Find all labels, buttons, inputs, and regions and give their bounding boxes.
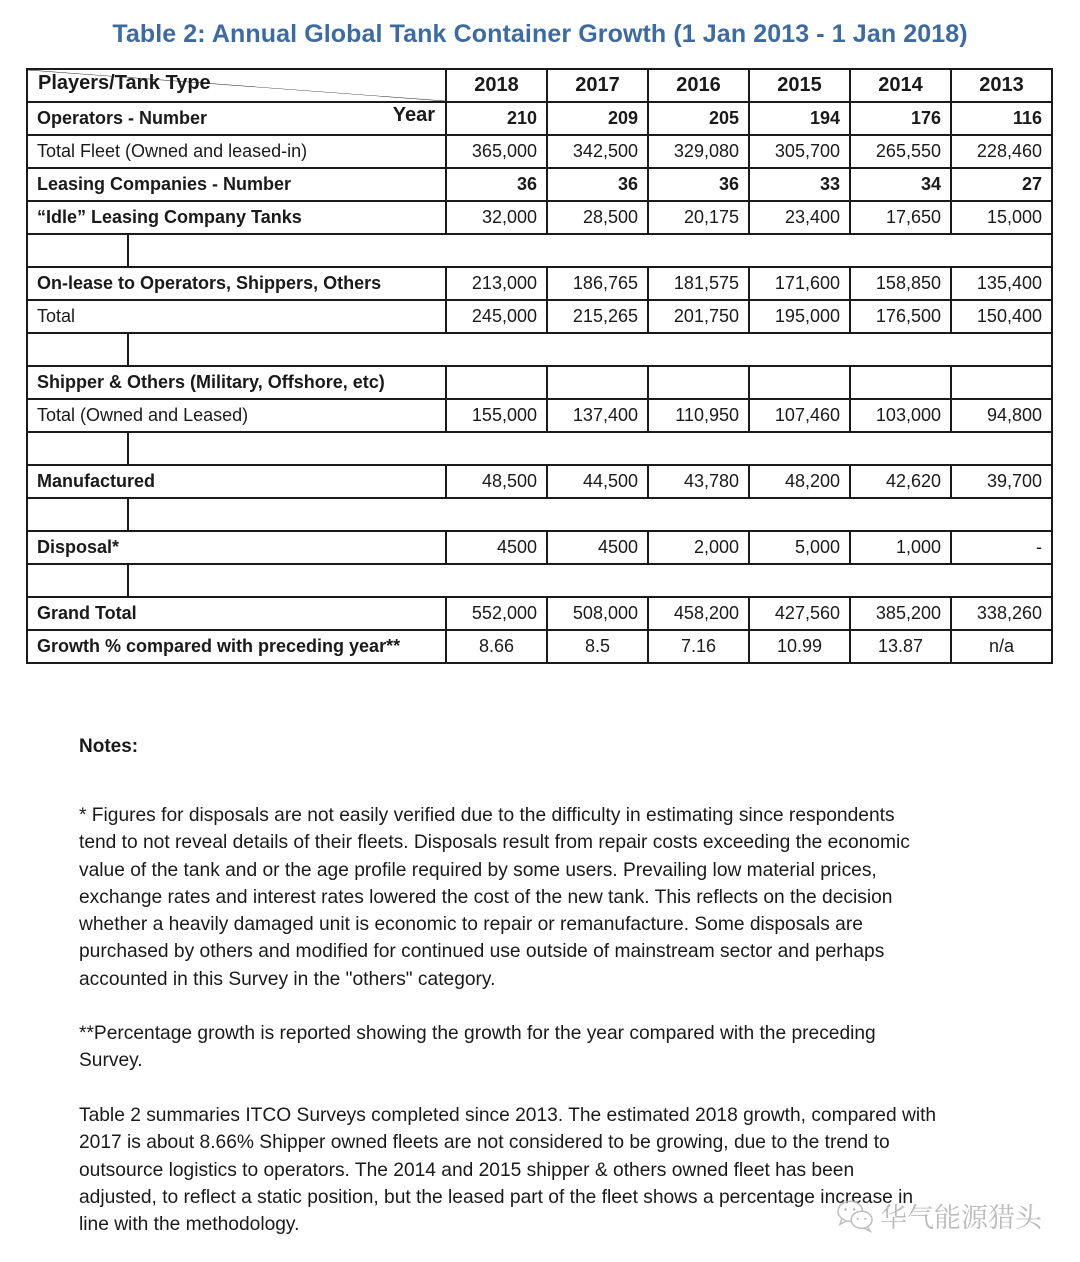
cell-value bbox=[547, 366, 648, 399]
row-label: Manufactured bbox=[27, 465, 446, 498]
table-row-leasing-number bbox=[27, 168, 1052, 201]
cell-value: 94,800 bbox=[951, 399, 1052, 432]
cell-value: 158,850 bbox=[850, 267, 951, 300]
spacer-cell bbox=[27, 234, 128, 267]
table-row-shipper-header bbox=[27, 366, 1052, 399]
note-disposals bbox=[79, 802, 1019, 993]
table-title: Table 2: Annual Global Tank Container Growth (1 Jan 2013 - 1 Jan 2018) bbox=[112, 20, 968, 48]
row-label: On-lease to Operators, Shippers, Others bbox=[27, 267, 446, 300]
table-row-growth-pct bbox=[27, 630, 1052, 663]
row-label: Growth % compared with preceding year** bbox=[27, 630, 446, 663]
cell-value: 265,550 bbox=[850, 135, 951, 168]
spacer-cell-wide bbox=[128, 564, 1052, 597]
cell-value: 13.87 bbox=[850, 630, 951, 663]
note-line: whether a heavily damaged unit is economic to repair or remanufacture. Some disposals are bbox=[79, 914, 863, 936]
cell-value: 195,000 bbox=[749, 300, 850, 333]
cell-value: 43,780 bbox=[648, 465, 749, 498]
cell-value: 116 bbox=[951, 102, 1052, 135]
cell-value: 137,400 bbox=[547, 399, 648, 432]
cell-value: 27 bbox=[951, 168, 1052, 201]
cell-value: 427,560 bbox=[749, 597, 850, 630]
cell-value: 2,000 bbox=[648, 531, 749, 564]
cell-value: 36 bbox=[547, 168, 648, 201]
cell-value: 342,500 bbox=[547, 135, 648, 168]
cell-value: 5,000 bbox=[749, 531, 850, 564]
cell-value: 155,000 bbox=[446, 399, 547, 432]
row-label: Disposal* bbox=[27, 531, 446, 564]
growth-table bbox=[26, 68, 1053, 664]
year-header: 2014 bbox=[850, 69, 951, 102]
cell-value bbox=[749, 366, 850, 399]
summary-line: 2017 is about 8.66% Shipper owned fleets are not considered to be growing, due to the trend to bbox=[79, 1132, 890, 1154]
cell-value: 150,400 bbox=[951, 300, 1052, 333]
spacer-cell bbox=[27, 333, 128, 366]
cell-value: 110,950 bbox=[648, 399, 749, 432]
table-row-idle-tanks bbox=[27, 201, 1052, 234]
cell-value: 15,000 bbox=[951, 201, 1052, 234]
cell-value: 194 bbox=[749, 102, 850, 135]
note-line: accounted in this Survey in the "others" category. bbox=[79, 968, 496, 990]
cell-value: 458,200 bbox=[648, 597, 749, 630]
summary-line: adjusted, to reflect a static position, but the leased part of the fleet shows a percentage increase in bbox=[79, 1186, 914, 1208]
row-label: Leasing Companies - Number bbox=[27, 168, 446, 201]
row-label: Total bbox=[27, 300, 446, 333]
table-row-shipper-total bbox=[27, 399, 1052, 432]
spacer-cell bbox=[27, 432, 128, 465]
cell-value: 305,700 bbox=[749, 135, 850, 168]
cell-value: 33 bbox=[749, 168, 850, 201]
cell-value: 107,460 bbox=[749, 399, 850, 432]
cell-value: 36 bbox=[648, 168, 749, 201]
cell-value: 213,000 bbox=[446, 267, 547, 300]
cell-value: - bbox=[951, 531, 1052, 564]
spacer-cell-wide bbox=[128, 333, 1052, 366]
cell-value: n/a bbox=[951, 630, 1052, 663]
note-line: * Figures for disposals are not easily verified due to the difficulty in estimating since respondents bbox=[79, 805, 895, 826]
note-line: **Percentage growth is reported showing the growth for the year compared with the preceding bbox=[79, 1023, 876, 1044]
cell-value: 44,500 bbox=[547, 465, 648, 498]
cell-value bbox=[648, 366, 749, 399]
spacer-cell-wide bbox=[128, 234, 1052, 267]
cell-value: 28,500 bbox=[547, 201, 648, 234]
cell-value: 385,200 bbox=[850, 597, 951, 630]
cell-value: 34 bbox=[850, 168, 951, 201]
cell-value bbox=[850, 366, 951, 399]
spacer-row bbox=[27, 498, 1052, 531]
cell-value: 36 bbox=[446, 168, 547, 201]
spacer-cell-wide bbox=[128, 498, 1052, 531]
cell-value: 552,000 bbox=[446, 597, 547, 630]
cell-value: 210 bbox=[446, 102, 547, 135]
note-line: purchased by others and modified for continued use outside of mainstream sector and perhaps bbox=[79, 941, 885, 963]
cell-value: 186,765 bbox=[547, 267, 648, 300]
summary-line: Table 2 summaries ITCO Surveys completed since 2013. The estimated 2018 growth, compared with bbox=[79, 1105, 937, 1126]
table-row-grand-total bbox=[27, 597, 1052, 630]
row-axis-label: Players/Tank Type bbox=[38, 72, 211, 94]
table-row-operators-number bbox=[27, 102, 1052, 135]
cell-value bbox=[951, 366, 1052, 399]
cell-value: 17,650 bbox=[850, 201, 951, 234]
table-row-leasing-total bbox=[27, 300, 1052, 333]
year-header: 2017 bbox=[547, 69, 648, 102]
cell-value: 42,620 bbox=[850, 465, 951, 498]
cell-value: 135,400 bbox=[951, 267, 1052, 300]
table-row-on-lease bbox=[27, 267, 1052, 300]
cell-value: 365,000 bbox=[446, 135, 547, 168]
watermark-text: 华气能源猎头 bbox=[880, 1203, 1042, 1233]
watermark bbox=[836, 1196, 1042, 1235]
row-label: Operators - Number bbox=[27, 102, 446, 135]
cell-value: 4500 bbox=[446, 531, 547, 564]
table-row-disposal bbox=[27, 531, 1052, 564]
cell-value: 8.5 bbox=[547, 630, 648, 663]
cell-value: 7.16 bbox=[648, 630, 749, 663]
row-label: Total (Owned and Leased) bbox=[27, 399, 446, 432]
summary-line: outsource logistics to operators. The 2014 and 2015 shipper & others owned fleet has been bbox=[79, 1159, 855, 1181]
cell-value bbox=[446, 366, 547, 399]
cell-value: 32,000 bbox=[446, 201, 547, 234]
cell-value: 338,260 bbox=[951, 597, 1052, 630]
cell-value: 329,080 bbox=[648, 135, 749, 168]
note-line: value of the tank and or the age profile required by some users. Prevailing low material prices, bbox=[79, 859, 877, 881]
cell-value: 23,400 bbox=[749, 201, 850, 234]
cell-value: 508,000 bbox=[547, 597, 648, 630]
note-line: tend to not reveal details of their fleets. Disposals result from repair costs exceeding the economic bbox=[79, 832, 910, 854]
spacer-row bbox=[27, 333, 1052, 366]
spacer-row bbox=[27, 432, 1052, 465]
spacer-cell bbox=[27, 498, 128, 531]
table-row-total-fleet bbox=[27, 135, 1052, 168]
cell-value: 39,700 bbox=[951, 465, 1052, 498]
cell-value: 1,000 bbox=[850, 531, 951, 564]
wechat-icon bbox=[836, 1199, 874, 1233]
note-line: Survey. bbox=[79, 1050, 143, 1072]
cell-value: 103,000 bbox=[850, 399, 951, 432]
summary-line: line with the methodology. bbox=[79, 1214, 300, 1236]
year-header: 2018 bbox=[446, 69, 547, 102]
year-header: 2015 bbox=[749, 69, 850, 102]
cell-value: 48,500 bbox=[446, 465, 547, 498]
row-label: Total Fleet (Owned and leased-in) bbox=[27, 135, 446, 168]
cell-value: 20,175 bbox=[648, 201, 749, 234]
header-row bbox=[27, 69, 1052, 102]
year-axis-label: Year bbox=[392, 104, 435, 126]
table-row-manufactured bbox=[27, 465, 1052, 498]
note-growth-percentage bbox=[79, 1020, 1019, 1075]
cell-value: 245,000 bbox=[446, 300, 547, 333]
spacer-cell bbox=[27, 564, 128, 597]
cell-value: 10.99 bbox=[749, 630, 850, 663]
spacer-row bbox=[27, 564, 1052, 597]
cell-value: 181,575 bbox=[648, 267, 749, 300]
notes-heading: Notes: bbox=[79, 736, 139, 757]
cell-value: 176 bbox=[850, 102, 951, 135]
cell-value: 205 bbox=[648, 102, 749, 135]
year-header: 2013 bbox=[951, 69, 1052, 102]
cell-value: 215,265 bbox=[547, 300, 648, 333]
cell-value: 228,460 bbox=[951, 135, 1052, 168]
row-label: Shipper & Others (Military, Offshore, etc) bbox=[27, 366, 446, 399]
note-line: exchange rates and interest rates lowered the cost of the new tank. This reflects on the decision bbox=[79, 886, 893, 908]
spacer-cell-wide bbox=[128, 432, 1052, 465]
cell-value: 201,750 bbox=[648, 300, 749, 333]
cell-value: 8.66 bbox=[446, 630, 547, 663]
spacer-row bbox=[27, 234, 1052, 267]
row-label: “Idle” Leasing Company Tanks bbox=[27, 201, 446, 234]
cell-value: 171,600 bbox=[749, 267, 850, 300]
row-label: Grand Total bbox=[27, 597, 446, 630]
cell-value: 4500 bbox=[547, 531, 648, 564]
cell-value: 176,500 bbox=[850, 300, 951, 333]
cell-value: 48,200 bbox=[749, 465, 850, 498]
cell-value: 209 bbox=[547, 102, 648, 135]
year-header: 2016 bbox=[648, 69, 749, 102]
